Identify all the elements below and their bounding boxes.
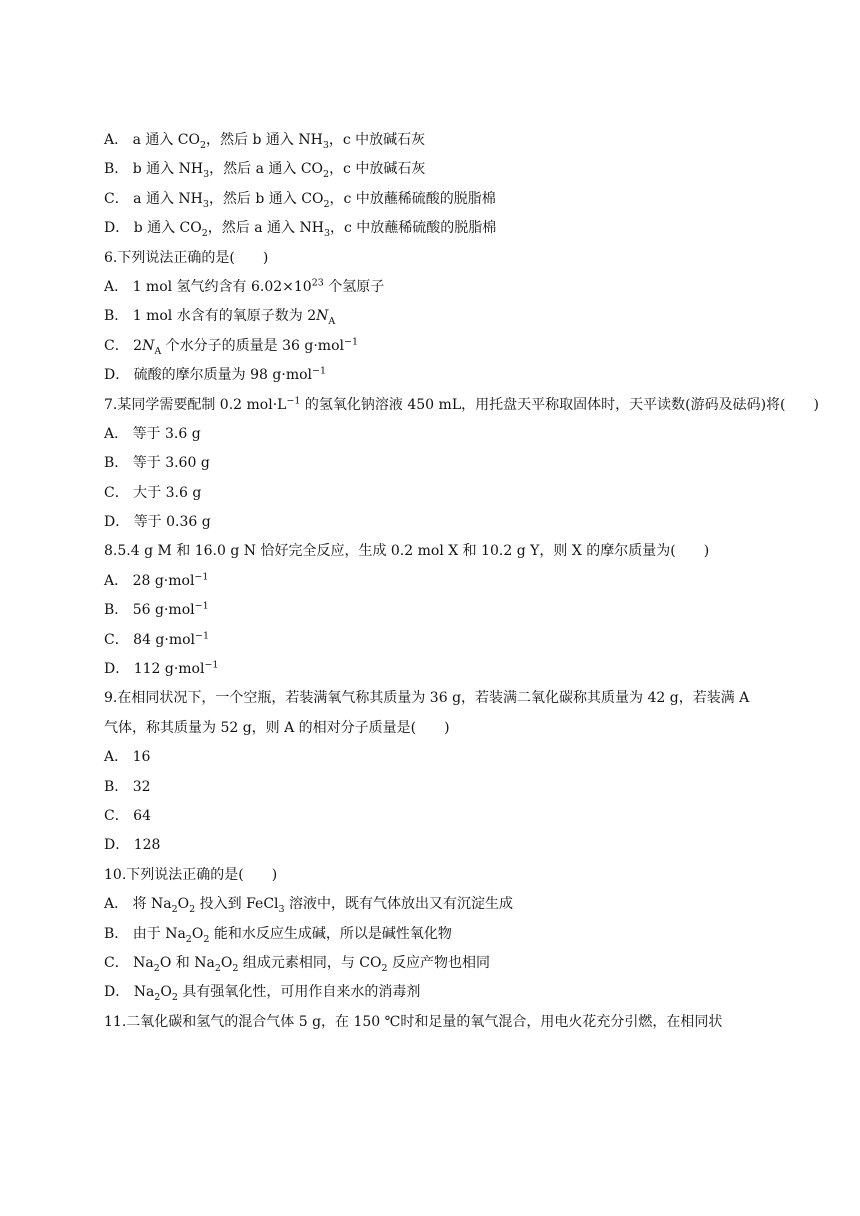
option-text: 等于 3.60 g	[132, 455, 210, 472]
option-label: B．	[104, 308, 133, 325]
option-label: D．	[104, 837, 134, 854]
question-6	[104, 244, 764, 391]
option-text: 1 mol 氢气约含有 $6.02\times 10^{23}$ 个氢原子	[132, 277, 385, 295]
document-body	[104, 126, 819, 1037]
answer-option	[104, 743, 764, 772]
question-10	[104, 861, 764, 1008]
answer-option	[104, 449, 764, 478]
option-text: 16	[132, 749, 151, 766]
answer-option	[104, 949, 764, 978]
option-label: A．	[104, 132, 133, 148]
option-text: 84 g·mol$^{-1}$	[133, 630, 210, 648]
option-text: $Na_2O_2$ 具有强氧化性，可用作自来水的消毒剂	[133, 984, 421, 1004]
option-text: 大于 3.6 g	[133, 484, 202, 501]
question-7	[104, 391, 819, 538]
question-stem: 9.在相同状况下，一个空瓶，若装满氧气称其质量为 36 g，若装满二氧化碳称其质量为 42 g，若装满 A 气体，称其质量为 52 g，则 A 的相对分子质量是( )	[104, 690, 750, 736]
option-label: C．	[104, 631, 134, 648]
option-label: A．	[104, 896, 133, 913]
option-text: 112 g·mol$^{-1}$	[133, 659, 219, 678]
option-label: A．	[104, 749, 133, 766]
option-label: C．	[104, 190, 134, 207]
question-11	[104, 1008, 764, 1037]
option-label: B．	[104, 455, 133, 472]
option-text: 等于 0.36 g	[133, 514, 211, 531]
option-label: B．	[104, 778, 133, 795]
option-text: 64	[133, 808, 151, 825]
option-label: A．	[104, 572, 133, 589]
question-stem: 10.下列说法正确的是( )	[104, 866, 278, 883]
answer-option	[104, 508, 764, 537]
answer-option	[104, 302, 764, 331]
option-label: C．	[104, 808, 134, 825]
answer-option	[104, 802, 764, 831]
answer-option	[104, 214, 764, 243]
option-text: b 通入 $NH_3$，然后 a 通入 $CO_2$，c 中放碱石灰	[132, 161, 426, 181]
option-text: 由于 $Na_2O_2$ 能和水反应生成碱，所以是碱性氧化物	[132, 925, 452, 945]
answer-option	[104, 361, 764, 390]
answer-option	[104, 420, 764, 449]
question-stem: 8.5.4 g M 和 16.0 g N 恰好完全反应，生成 0.2 mol X 和 10.2 g Y，则 X 的摩尔质量为( )	[104, 543, 710, 560]
option-text: 32	[132, 778, 151, 795]
question-stem: 6.下列说法正确的是( )	[104, 249, 269, 266]
answer-option	[104, 655, 764, 684]
answer-option	[104, 978, 764, 1007]
answer-option	[104, 626, 764, 655]
option-label: D．	[104, 661, 134, 678]
option-label: C．	[104, 337, 134, 354]
option-label: B．	[104, 602, 133, 619]
option-label: D．	[104, 984, 134, 1001]
option-label: C．	[104, 954, 134, 971]
option-text: 28 g·mol$^{-1}$	[132, 571, 209, 589]
answer-option	[104, 920, 764, 949]
answer-option	[104, 185, 764, 214]
option-text: 1 mol 水含有的氧原子数为 $2N_A$	[132, 308, 336, 328]
answer-option	[104, 332, 764, 361]
answer-option	[104, 831, 764, 860]
question-stem: 7.某同学需要配制 0.2 $mol\cdot L^{-1}$ 的氢氧化钠溶液 450 mL，用托盘天平称取固体时，天平读数(游码及砝码)将( )	[104, 394, 819, 413]
option-text: a 通入 $NH_3$，然后 b 通入 $CO_2$，c 中放蘸稀硫酸的脱脂棉	[133, 190, 496, 210]
answer-option	[104, 126, 764, 155]
option-text: 等于 3.6 g	[132, 425, 201, 442]
option-text: b 通入 $CO_2$，然后 a 通入 $NH_3$，c 中放蘸稀硫酸的脱脂棉	[133, 220, 497, 239]
option-text: $2N_A$ 个水分子的质量是 36 g·mol$^{-1}$	[133, 336, 358, 357]
question-8	[104, 537, 764, 684]
option-label: D．	[104, 514, 134, 531]
answer-option	[104, 596, 764, 625]
option-text: 硫酸的摩尔质量为 98 g·mol$^{-1}$	[133, 365, 327, 384]
option-label: A．	[104, 425, 133, 442]
option-label: B．	[104, 925, 133, 942]
answer-option	[104, 773, 764, 802]
option-label: D．	[104, 367, 134, 384]
answer-option	[104, 273, 764, 302]
answer-option	[104, 890, 764, 919]
option-text: $Na_2O$ 和 $Na_2O_2$ 组成元素相同，与 $CO_2$ 反应产物也相同	[133, 954, 490, 974]
answer-option	[104, 567, 764, 596]
option-text: 将 $Na_2O_2$ 投入到 FeCl$_3$ 溶液中，既有气体放出又有沉淀生成	[132, 896, 514, 915]
option-label: D．	[104, 220, 134, 237]
answer-option	[104, 155, 764, 184]
option-label: C．	[104, 484, 134, 501]
option-text: 128	[133, 837, 161, 854]
question-9	[104, 684, 764, 860]
question-5-options	[104, 126, 764, 244]
option-label: B．	[104, 161, 133, 178]
option-label: A．	[104, 278, 133, 295]
option-text: 56 g·mol$^{-1}$	[132, 600, 209, 619]
question-stem: 11.二氧化碳和氢气的混合气体 5 g，在 150 ℃时和足量的氧气混合，用电火花充分引燃，在相同状	[104, 1013, 723, 1030]
option-text: a 通入 $CO_2$，然后 b 通入 $NH_3$，c 中放碱石灰	[132, 132, 426, 151]
answer-option	[104, 479, 764, 508]
